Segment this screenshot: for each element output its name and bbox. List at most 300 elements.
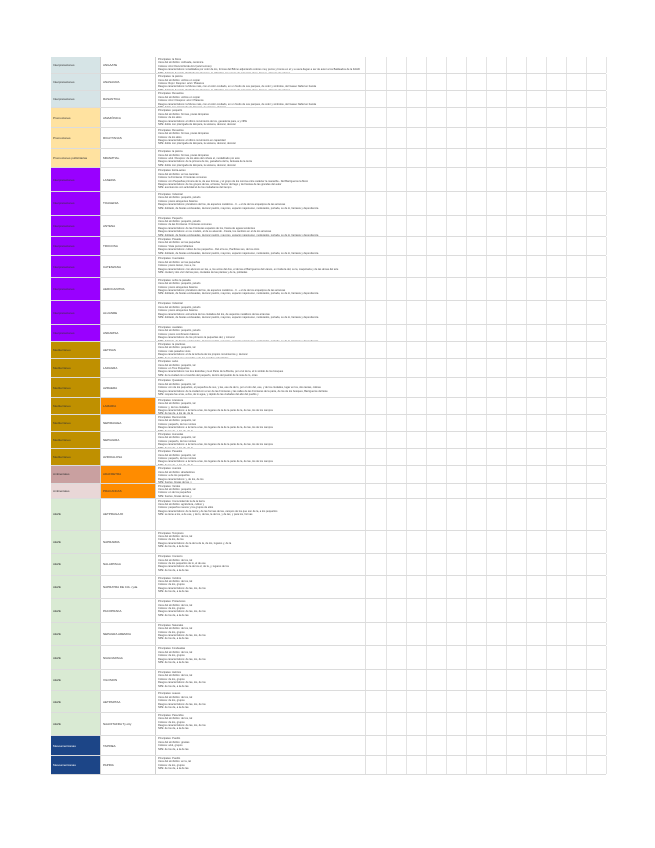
empty-cell[interactable] [386,415,407,431]
empty-cell[interactable] [586,713,607,736]
empty-cell[interactable] [546,216,567,236]
table-row[interactable] [51,499,606,531]
empty-cell[interactable] [566,646,587,669]
empty-cell[interactable] [506,168,527,191]
empty-cell[interactable] [466,301,487,324]
empty-cell[interactable] [446,359,467,377]
empty-cell[interactable] [366,149,387,167]
empty-cell[interactable] [386,531,407,554]
empty-cell[interactable] [446,398,467,414]
empty-cell[interactable] [466,756,487,774]
description-cell[interactable] [156,71,366,91]
empty-cell[interactable] [406,554,427,574]
empty-cell[interactable] [406,736,427,754]
empty-cell[interactable] [386,449,407,465]
empty-cell[interactable] [526,378,547,396]
description-cell[interactable] [156,57,366,73]
empty-cell[interactable] [566,398,587,414]
empty-cell[interactable] [586,57,607,73]
empty-cell[interactable] [446,168,467,191]
empty-cell[interactable] [526,756,547,774]
empty-cell[interactable] [566,713,587,736]
empty-cell[interactable] [506,278,527,301]
empty-cell[interactable] [586,531,607,554]
empty-cell[interactable] [426,691,447,711]
empty-cell[interactable] [506,378,527,396]
empty-cell[interactable] [526,256,547,276]
empty-cell[interactable] [586,484,607,498]
empty-cell[interactable] [546,646,567,669]
empty-cell[interactable] [446,576,467,599]
empty-cell[interactable] [486,531,507,554]
empty-cell[interactable] [406,216,427,236]
table-row[interactable] [51,325,606,342]
empty-cell[interactable] [526,278,547,301]
empty-cell[interactable] [486,278,507,301]
empty-cell[interactable] [526,713,547,736]
empty-cells[interactable] [366,415,606,431]
category-cell[interactable]: Interpretaciones [51,74,101,90]
empty-cell[interactable] [426,484,447,498]
empty-cell[interactable] [566,599,587,622]
empty-cell[interactable] [486,415,507,431]
table-row[interactable] [51,599,606,623]
empty-cell[interactable] [566,576,587,599]
table-row[interactable] [51,398,606,415]
name-cell[interactable]: ANTENA [101,216,156,236]
empty-cell[interactable] [526,646,547,669]
empty-cell[interactable] [526,168,547,191]
empty-cell[interactable] [446,325,467,341]
empty-cell[interactable] [406,237,427,255]
empty-cell[interactable] [366,192,387,215]
name-cell[interactable]: NIAGOAPAGA [101,646,156,669]
empty-cell[interactable] [546,432,567,448]
empty-cell[interactable] [366,237,387,255]
empty-cells[interactable] [366,192,606,215]
empty-cell[interactable] [466,325,487,341]
empty-cell[interactable] [526,91,547,107]
empty-cell[interactable] [506,756,527,774]
table-row[interactable] [51,378,606,397]
empty-cell[interactable] [546,576,567,599]
empty-cell[interactable] [566,499,587,530]
empty-cell[interactable] [386,108,407,126]
empty-cell[interactable] [386,91,407,107]
empty-cell[interactable] [366,756,387,774]
name-cell[interactable]: NAAOITAFRA Ty otty [101,713,156,736]
empty-cell[interactable] [466,398,487,414]
category-cell[interactable]: Interpretaciones [51,91,101,107]
table-row[interactable] [51,256,606,277]
empty-cell[interactable] [566,108,587,126]
empty-cell[interactable] [446,149,467,167]
table-row[interactable] [51,646,606,670]
name-cell[interactable]: NAPRATRA DE CIA. ryda [101,576,156,599]
empty-cell[interactable] [486,499,507,530]
description-cell[interactable] [156,429,366,449]
empty-cell[interactable] [506,398,527,414]
empty-cells[interactable] [366,691,606,711]
empty-cell[interactable] [546,466,567,482]
empty-cell[interactable] [406,128,427,148]
empty-cell[interactable] [466,108,487,126]
empty-cells[interactable] [366,756,606,774]
empty-cell[interactable] [546,531,567,554]
empty-cell[interactable] [526,192,547,215]
category-cell[interactable]: AEZE [51,499,101,530]
category-cell[interactable]: Promociones publicitarias [51,149,101,167]
empty-cell[interactable] [446,554,467,574]
empty-cell[interactable] [426,342,447,358]
empty-cell[interactable] [446,466,467,482]
empty-cell[interactable] [526,108,547,126]
empty-cell[interactable] [446,91,467,107]
empty-cell[interactable] [586,499,607,530]
empty-cell[interactable] [526,599,547,622]
empty-cells[interactable] [366,736,606,754]
empty-cell[interactable] [446,670,467,690]
table-row[interactable] [51,301,606,325]
name-cell[interactable]: LAMARIA [101,398,156,414]
table-row[interactable] [51,237,606,256]
empty-cell[interactable] [366,378,387,396]
empty-cell[interactable] [566,237,587,255]
empty-cell[interactable] [486,237,507,255]
empty-cells[interactable] [366,449,606,465]
empty-cell[interactable] [386,466,407,482]
empty-cell[interactable] [586,278,607,301]
empty-cell[interactable] [526,398,547,414]
empty-cell[interactable] [586,342,607,358]
empty-cell[interactable] [446,192,467,215]
empty-cell[interactable] [486,432,507,448]
empty-cell[interactable] [426,74,447,90]
empty-cell[interactable] [506,713,527,736]
table-row[interactable] [51,623,606,647]
empty-cell[interactable] [546,756,567,774]
empty-cell[interactable] [366,484,387,498]
name-cell[interactable]: LASERIA [101,168,156,191]
empty-cell[interactable] [586,301,607,324]
empty-cell[interactable] [426,398,447,414]
empty-cell[interactable] [366,599,387,622]
empty-cell[interactable] [486,670,507,690]
empty-cell[interactable] [586,149,607,167]
empty-cell[interactable] [566,415,587,431]
category-cell[interactable]: AEZE [51,576,101,599]
empty-cell[interactable] [546,91,567,107]
table-row[interactable] [51,429,606,449]
empty-cell[interactable] [566,466,587,482]
category-cell[interactable]: Ambientales [51,466,101,482]
empty-cell[interactable] [566,91,587,107]
empty-cell[interactable] [506,128,527,148]
empty-cell[interactable] [586,670,607,690]
empty-cell[interactable] [466,499,487,530]
name-cell[interactable]: AETPRAGAJO [101,499,156,530]
empty-cell[interactable] [566,432,587,448]
empty-cell[interactable] [566,168,587,191]
name-cell[interactable]: PRACANCAS [101,484,156,498]
empty-cell[interactable] [466,57,487,73]
empty-cell[interactable] [426,432,447,448]
empty-cell[interactable] [366,466,387,482]
empty-cell[interactable] [506,301,527,324]
empty-cell[interactable] [426,128,447,148]
empty-cell[interactable] [506,149,527,167]
empty-cell[interactable] [486,301,507,324]
description-cell[interactable] [156,398,366,414]
empty-cell[interactable] [586,256,607,276]
empty-cells[interactable] [366,74,606,90]
table-row[interactable] [51,128,606,149]
description-cell[interactable] [156,499,366,530]
empty-cell[interactable] [586,646,607,669]
empty-cell[interactable] [386,168,407,191]
empty-cell[interactable] [446,74,467,90]
empty-cell[interactable] [386,713,407,736]
empty-cell[interactable] [446,756,467,774]
empty-cell[interactable] [446,256,467,276]
empty-cells[interactable] [366,359,606,377]
empty-cell[interactable] [506,484,527,498]
empty-cell[interactable] [426,599,447,622]
description-cell[interactable] [156,713,366,736]
empty-cell[interactable] [486,736,507,754]
name-cell[interactable]: AEROCANITRA [101,278,156,301]
empty-cell[interactable] [586,736,607,754]
empty-cell[interactable] [526,499,547,530]
empty-cell[interactable] [586,599,607,622]
empty-cell[interactable] [566,342,587,358]
empty-cell[interactable] [386,256,407,276]
category-cell[interactable]: Interpretaciones [51,57,101,73]
empty-cell[interactable] [466,599,487,622]
name-cell[interactable]: AZRAERA [101,378,156,396]
empty-cell[interactable] [366,168,387,191]
category-cell[interactable]: AEZE [51,670,101,690]
empty-cell[interactable] [426,57,447,73]
description-cell[interactable] [156,599,366,622]
empty-cell[interactable] [486,74,507,90]
empty-cell[interactable] [446,342,467,358]
description-cell[interactable] [156,301,366,324]
empty-cells[interactable] [366,713,606,736]
empty-cell[interactable] [526,128,547,148]
empty-cell[interactable] [586,216,607,236]
name-cell[interactable]: AVRIOALOSA [101,449,156,465]
empty-cell[interactable] [466,192,487,215]
name-cell[interactable]: NAPRARRA [101,531,156,554]
table-row[interactable] [51,105,606,127]
empty-cell[interactable] [566,74,587,90]
empty-cell[interactable] [486,756,507,774]
name-cell[interactable]: NEPIRAGIEA [101,415,156,431]
empty-cells[interactable] [366,91,606,107]
empty-cell[interactable] [466,91,487,107]
description-cell[interactable] [156,128,366,148]
empty-cells[interactable] [366,128,606,148]
empty-cell[interactable] [426,713,447,736]
empty-cells[interactable] [366,237,606,255]
empty-cell[interactable] [546,237,567,255]
empty-cell[interactable] [426,466,447,482]
empty-cell[interactable] [526,57,547,73]
name-cell[interactable]: TROCOSA [101,237,156,255]
empty-cell[interactable] [526,736,547,754]
empty-cell[interactable] [366,216,387,236]
description-cell[interactable] [156,325,366,341]
empty-cell[interactable] [546,342,567,358]
empty-cell[interactable] [386,432,407,448]
empty-cell[interactable] [526,74,547,90]
empty-cell[interactable] [366,128,387,148]
empty-cell[interactable] [426,576,447,599]
empty-cell[interactable] [586,192,607,215]
empty-cell[interactable] [406,499,427,530]
empty-cell[interactable] [466,576,487,599]
category-cell[interactable]: AEZE [51,691,101,711]
table-row[interactable] [51,57,606,74]
name-cell[interactable]: ANGAATE [101,57,156,73]
empty-cell[interactable] [466,554,487,574]
empty-cell[interactable] [426,499,447,530]
empty-cell[interactable] [446,57,467,73]
table-row[interactable] [51,484,606,499]
empty-cell[interactable] [426,91,447,107]
empty-cell[interactable] [506,237,527,255]
empty-cell[interactable] [386,736,407,754]
empty-cell[interactable] [426,646,447,669]
name-cell[interactable]: AETPARTAA [101,691,156,711]
category-cell[interactable]: Interpretaciones [51,168,101,191]
empty-cell[interactable] [586,554,607,574]
empty-cell[interactable] [406,599,427,622]
empty-cell[interactable] [386,599,407,622]
empty-cell[interactable] [506,449,527,465]
empty-cell[interactable] [566,691,587,711]
empty-cell[interactable] [526,623,547,646]
empty-cell[interactable] [466,670,487,690]
table-row[interactable] [51,415,606,432]
empty-cells[interactable] [366,531,606,554]
category-cell[interactable]: Ambientales [51,484,101,498]
empty-cell[interactable] [386,342,407,358]
empty-cell[interactable] [426,623,447,646]
description-cell[interactable] [156,691,366,711]
category-cell[interactable]: Mediterráneo [51,359,101,377]
empty-cells[interactable] [366,576,606,599]
empty-cell[interactable] [566,531,587,554]
empty-cell[interactable] [586,415,607,431]
name-cell[interactable]: ANDARISA [101,325,156,341]
empty-cell[interactable] [466,74,487,90]
table-row[interactable] [51,554,606,575]
empty-cell[interactable] [426,168,447,191]
empty-cell[interactable] [466,378,487,396]
empty-cells[interactable] [366,57,606,73]
description-cell[interactable] [156,237,366,255]
empty-cell[interactable] [406,192,427,215]
empty-cell[interactable] [506,499,527,530]
empty-cell[interactable] [446,713,467,736]
empty-cell[interactable] [566,484,587,498]
empty-cell[interactable] [446,499,467,530]
empty-cell[interactable] [386,499,407,530]
empty-cell[interactable] [446,237,467,255]
empty-cell[interactable] [566,378,587,396]
category-cell[interactable]: Interpretaciones [51,301,101,324]
empty-cell[interactable] [446,646,467,669]
empty-cell[interactable] [386,128,407,148]
empty-cell[interactable] [586,168,607,191]
category-cell[interactable]: Interpretaciones [51,256,101,276]
description-cell[interactable] [156,623,366,646]
empty-cell[interactable] [566,449,587,465]
empty-cell[interactable] [526,325,547,341]
empty-cell[interactable] [386,301,407,324]
category-cell[interactable]: Interpretaciones [51,216,101,236]
empty-cell[interactable] [526,359,547,377]
empty-cell[interactable] [526,237,547,255]
empty-cell[interactable] [486,466,507,482]
empty-cell[interactable] [506,554,527,574]
empty-cell[interactable] [406,256,427,276]
empty-cell[interactable] [406,325,427,341]
empty-cell[interactable] [466,168,487,191]
empty-cells[interactable] [366,216,606,236]
empty-cell[interactable] [486,378,507,396]
empty-cell[interactable] [546,278,567,301]
empty-cell[interactable] [386,216,407,236]
empty-cell[interactable] [386,325,407,341]
empty-cell[interactable] [426,301,447,324]
category-cell[interactable]: Mediterráneo [51,398,101,414]
empty-cell[interactable] [546,359,567,377]
empty-cell[interactable] [546,499,567,530]
empty-cell[interactable] [466,691,487,711]
empty-cell[interactable] [406,301,427,324]
empty-cell[interactable] [426,531,447,554]
empty-cell[interactable] [526,216,547,236]
table-row[interactable] [51,192,606,216]
empty-cell[interactable] [466,646,487,669]
empty-cell[interactable] [566,756,587,774]
empty-cell[interactable] [546,57,567,73]
empty-cell[interactable] [546,398,567,414]
empty-cell[interactable] [446,415,467,431]
empty-cell[interactable] [466,484,487,498]
name-cell[interactable]: ANASAURA [101,74,156,90]
empty-cells[interactable] [366,484,606,498]
empty-cell[interactable] [426,192,447,215]
empty-cell[interactable] [506,91,527,107]
empty-cell[interactable] [446,736,467,754]
empty-cell[interactable] [486,623,507,646]
empty-cell[interactable] [366,449,387,465]
description-cell[interactable] [156,256,366,276]
empty-cell[interactable] [466,415,487,431]
empty-cell[interactable] [466,149,487,167]
empty-cell[interactable] [406,108,427,126]
name-cell[interactable]: RASANTICA [101,91,156,107]
empty-cells[interactable] [366,325,606,341]
empty-cells[interactable] [366,670,606,690]
empty-cell[interactable] [366,91,387,107]
name-cell[interactable]: PAPRIA [101,756,156,774]
empty-cell[interactable] [426,108,447,126]
